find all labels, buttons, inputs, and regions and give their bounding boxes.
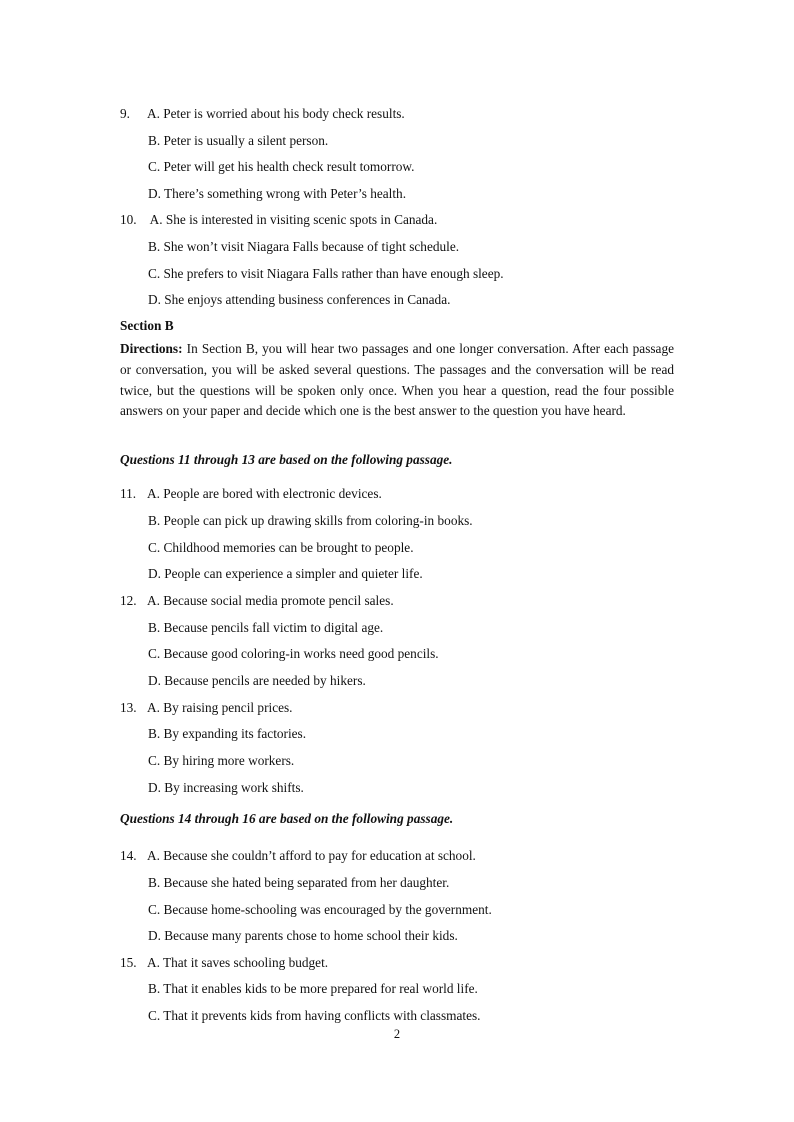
- option-d: D. There’s something wrong with Peter’s health.: [148, 186, 407, 201]
- option-a: A. Because social media promote pencil sales.: [147, 593, 394, 608]
- page-number: 2: [393, 1027, 401, 1041]
- option-d: D. She enjoys attending business conferences in Canada.: [148, 292, 451, 307]
- question-13: [120, 700, 293, 716]
- option-d: D. By increasing work shifts.: [148, 780, 304, 795]
- question-10: [120, 212, 437, 228]
- option-c: C. By hiring more workers.: [148, 753, 295, 768]
- directions: [120, 339, 674, 422]
- question-number: 12.: [120, 593, 137, 608]
- option-a: A. By raising pencil prices.: [147, 700, 293, 715]
- option-c: C. She prefers to visit Niagara Falls rather than have enough sleep.: [148, 266, 504, 281]
- group-header-2: Questions 14 through 16 are based on the following passage.: [120, 811, 454, 826]
- option-c: C. Peter will get his health check result tomorrow.: [148, 159, 415, 174]
- option-b: B. She won’t visit Niagara Falls because of tight schedule.: [148, 239, 460, 254]
- question-14: [120, 848, 476, 864]
- option-a: A. Peter is worried about his body check results.: [147, 106, 405, 121]
- option-a: A. That it saves schooling budget.: [147, 955, 329, 970]
- option-c: C. Because home-schooling was encouraged by the government.: [148, 902, 492, 917]
- option-b: B. People can pick up drawing skills from coloring-in books.: [148, 513, 473, 528]
- option-b: B. That it enables kids to be more prepared for real world life.: [148, 981, 478, 996]
- directions-text: In Section B, you will hear two passages and one longer conversation. After each passage or conversation, you will be asked several questions. The passages and the conversation will be read twice, but the questions will be spoken only once. When you hear a question, read the four possible answers on your paper and decide which one is the best answer to the question you have heard.: [120, 341, 674, 419]
- question-number: 10.: [120, 212, 137, 227]
- option-d: D. Because pencils are needed by hikers.: [148, 673, 366, 688]
- option-d: D. People can experience a simpler and quieter life.: [148, 566, 423, 581]
- question-number: 13.: [120, 700, 137, 715]
- question-number: 14.: [120, 848, 137, 863]
- option-c: C. That it prevents kids from having conflicts with classmates.: [148, 1008, 481, 1023]
- option-c: C. Childhood memories can be brought to people.: [148, 540, 414, 555]
- directions-label: Directions:: [120, 341, 183, 356]
- option-b: B. Because she hated being separated from her daughter.: [148, 875, 450, 890]
- question-11: [120, 486, 382, 502]
- question-15: [120, 955, 328, 971]
- question-number: 9.: [120, 106, 130, 121]
- option-a: A. Because she couldn’t afford to pay for education at school.: [147, 848, 476, 863]
- option-b: B. Because pencils fall victim to digital age.: [148, 620, 384, 635]
- section-title: Section B: [120, 318, 174, 333]
- option-a: A. People are bored with electronic devices.: [147, 486, 382, 501]
- option-b: B. Peter is usually a silent person.: [148, 133, 329, 148]
- option-d: D. Because many parents chose to home school their kids.: [148, 928, 458, 943]
- option-c: C. Because good coloring-in works need good pencils.: [148, 646, 439, 661]
- question-12: [120, 593, 394, 609]
- option-b: B. By expanding its factories.: [148, 726, 307, 741]
- question-number: 15.: [120, 955, 137, 970]
- question-9: [120, 106, 405, 122]
- group-header-1: Questions 11 through 13 are based on the following passage.: [120, 452, 453, 467]
- option-a: A. She is interested in visiting scenic spots in Canada.: [147, 212, 438, 227]
- question-number: 11.: [120, 486, 137, 501]
